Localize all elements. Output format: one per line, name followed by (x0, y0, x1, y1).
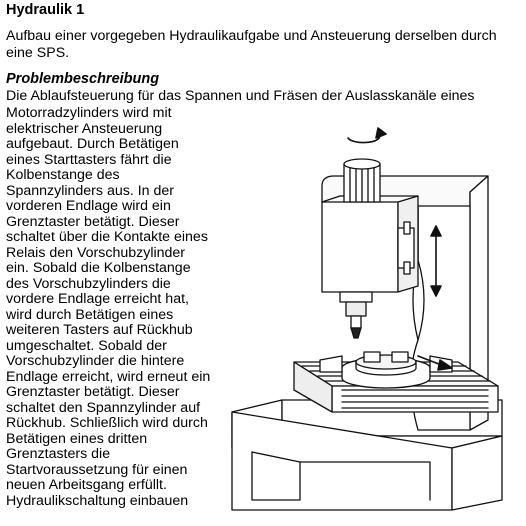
description-line: Spannzylinders aus. In der (6, 182, 174, 199)
description-line: ein. Sobald die Kolbenstange (6, 260, 191, 276)
description-line: Startvoraussetzung für einen (6, 461, 188, 478)
description-line: Grenztaster betätigt. Dieser (6, 384, 180, 400)
section-heading: Problembeschreibung (6, 71, 160, 87)
description-line: Vorschubzylinder die hintere (6, 353, 185, 369)
rotation-arrow-icon (348, 128, 386, 143)
description-line: eines Starttasters fährt die (6, 151, 172, 168)
description-line: Kolbenstange des (6, 167, 120, 183)
description-line: weiteren Tasters auf Rückhub (6, 322, 193, 338)
description-line: vordere Endlage erreicht hat, (6, 291, 189, 307)
feed-slide (322, 196, 418, 292)
description-line: Rückhub. Schließlich wird durch (6, 415, 208, 431)
description-line: umgeschaltet. Sobald der (6, 337, 167, 354)
intro-line: eine SPS. (6, 45, 70, 61)
milling-machine-illustration (222, 124, 522, 526)
description-line: des Vorschubzylinders die (6, 275, 171, 292)
description-line: Grenztasters die (6, 446, 111, 462)
description-line: schaltet über die Kontakte eines (6, 229, 208, 245)
description-line: Betätigen eines dritten (6, 430, 148, 447)
spindle-and-cutter (340, 292, 372, 338)
description-line: Endlage erreicht, wird erneut ein (6, 368, 211, 385)
description-line: Motorradzylinders wird mit (6, 105, 172, 121)
intro-line: Aufbau einer vorgegeben Hydraulikaufgabe und Ansteuerung derselben durch (6, 28, 497, 44)
description-line: Grenztaster betätigt. Dieser (6, 213, 180, 230)
description-paragraph (6, 106, 236, 509)
document-title: Hydraulik 1 (6, 2, 85, 18)
description-line: Relais den Vorschubzylinder (6, 244, 186, 261)
description-line: elektrischer Ansteuerung (6, 120, 163, 137)
description-line: wird durch Betätigen eines (6, 306, 174, 323)
spindle-motor (344, 159, 380, 202)
description-line: neuen Arbeitsgang erfüllt. (6, 477, 167, 493)
description-line: Hydraulikschaltung einbauen (6, 492, 189, 509)
intro-paragraph (6, 28, 497, 62)
description-first-line: Die Ablaufsteuerung für das Spannen und Fräsen der Auslasskanäle eines (6, 88, 475, 104)
description-line: aufgebaut. Durch Betätigen (6, 136, 179, 152)
description-line: schaltet den Spannzylinder auf (6, 399, 201, 416)
description-line: vorderen Endlage wird ein (6, 198, 171, 214)
